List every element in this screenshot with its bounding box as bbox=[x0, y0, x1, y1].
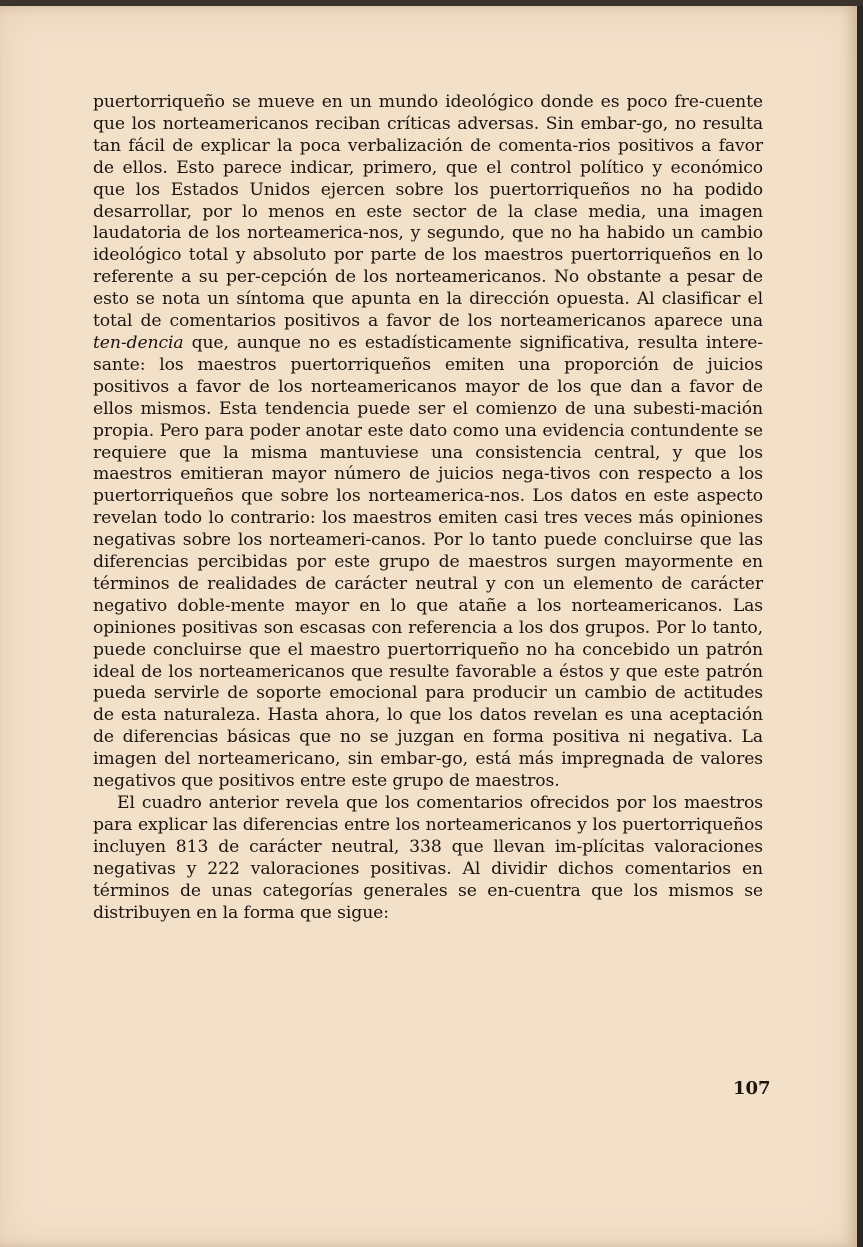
page-number: 107 bbox=[733, 1078, 771, 1099]
paragraph-2-text: El cuadro anterior revela que los comentarios ofrecidos por los maestros para explicar las diferencias entre los norteamericanos y los puertorriqueños incluyen 813 de carácter neutral, 338 que llevan im-plícitas valoraciones negativas y 222 valoraciones positivas. Al dividir dichos comentarios en términos de unas categorías generales se en-cuentra que los mismos se distribuyen en la forma que sigue: bbox=[93, 793, 763, 923]
book-page bbox=[0, 6, 857, 1247]
paragraph-1-italic-term: ten-dencia bbox=[93, 332, 184, 353]
body-text bbox=[93, 92, 763, 924]
paragraph-1-part-2: que, aunque no es estadísticamente significativa, resulta intere-sante: los maestros puertorriqueños emiten una proporción de juicios positivos a favor de los norteamericanos mayor de los que dan a favor de ellos mismos. Esta tendencia puede ser el comienzo de una subesti-mación propia. Pero para poder anotar este dato como una evidencia contundente se requiere que la misma mantuviese una consistencia central, y que los maestros emitieran mayor número de juicios nega-tivos con respecto a los puertorriqueños que sobre los norteamerica-nos. Los datos en este aspecto revelan todo lo contrario: los maestros emiten casi tres veces más opiniones negativas sobre los norteameri-canos. Por lo tanto puede concluirse que las diferencias percibidas por este grupo de maestros surgen mayormente en términos de realidades de carácter neutral y con un elemento de carácter negativo doble-mente mayor en lo que atañe a los norteamericanos. Las opiniones positivas son escasas con referencia a los dos grupos. Por lo tanto, puede concluirse que el maestro puertorriqueño no ha concebido un patrón ideal de los norteamericanos que resulte favorable a éstos y que este patrón pueda servirle de soporte emocional para producir un cambio de actitudes de esta naturaleza. Hasta ahora, lo que los datos revelan es una aceptación de diferencias básicas que no se juzgan en forma positiva ni negativa. La imagen del norteamericano, sin embar-go, está más impregnada de valores negativos que positivos entre este grupo de maestros. bbox=[93, 332, 763, 792]
paragraph-2 bbox=[93, 793, 763, 924]
paragraph-1 bbox=[93, 92, 763, 793]
paragraph-1-part-1: puertorriqueño se mueve en un mundo ideológico donde es poco fre-cuente que los norteamericanos reciban críticas adversas. Sin embar-go, no resulta tan fácil de explicar la poca verbalización de comenta-rios positivos a favor de ellos. Esto parece indicar, primero, que el control político y económico que los Estados Unidos ejercen sobre los puertorriqueños no ha podido desarrollar, por lo menos en este sector de la clase media, una imagen laudatoria de los norteamerica-nos, y segundo, que no ha habido un cambio ideológico total y absoluto por parte de los maestros puertorriqueños en lo referente a su per-cepción de los norteamericanos. No obstante a pesar de esto se nota un síntoma que apunta en la dirección opuesta. Al clasificar el total de comentarios positivos a favor de los norteamericanos aparece una bbox=[93, 92, 763, 332]
